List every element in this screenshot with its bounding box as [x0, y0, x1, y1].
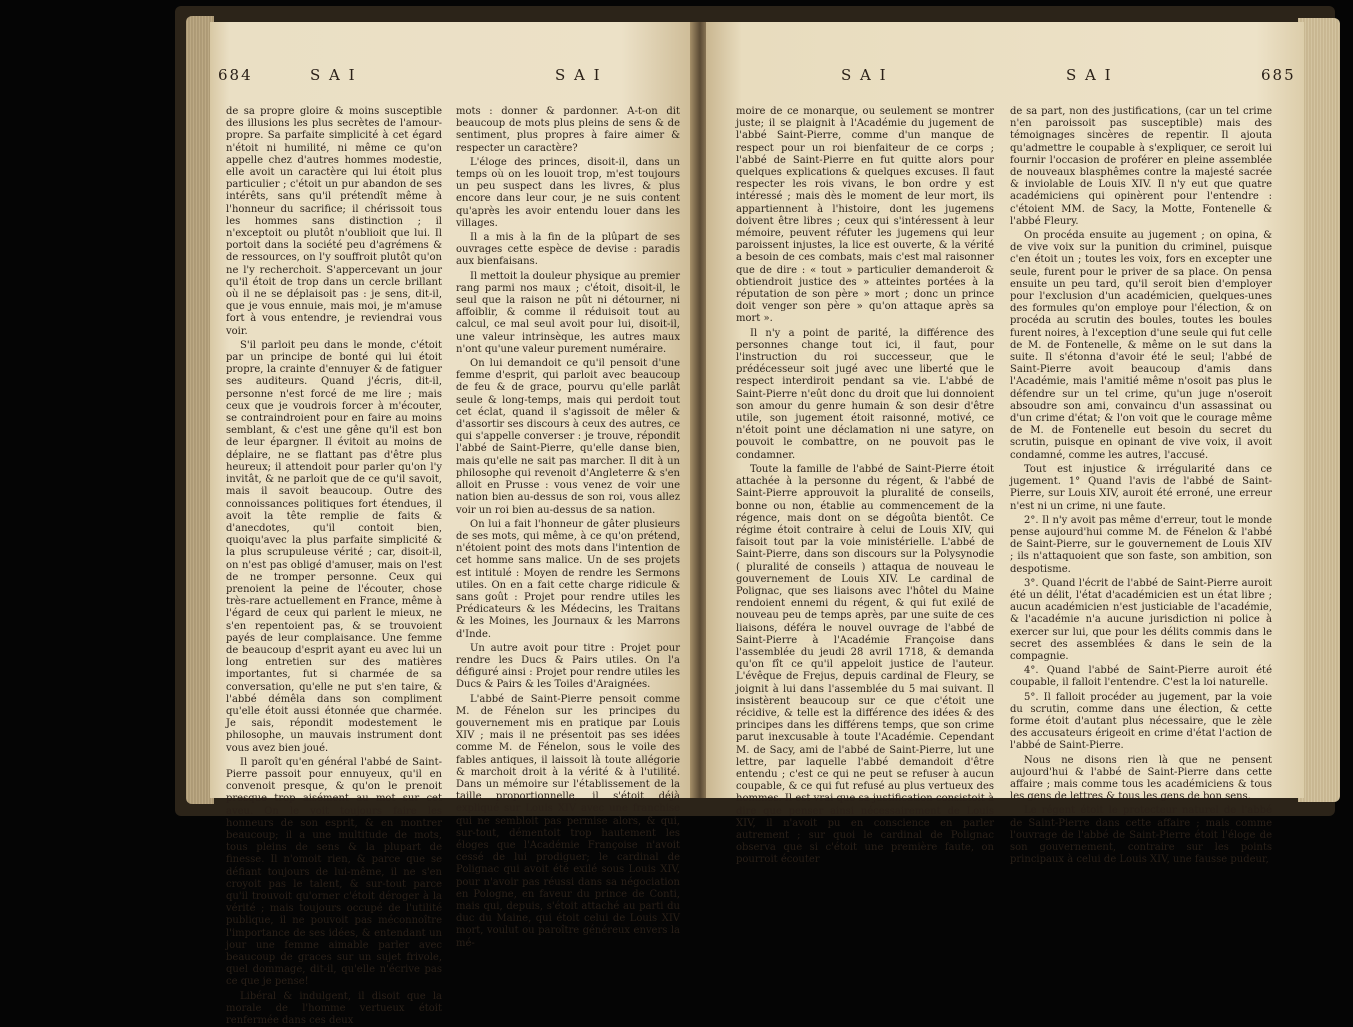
paragraph: mots : donner & pardonner. A-t-on dit beaucoup de mots plus pleins de sens & de sentiment, plus propres à faire aimer & respecter un caractère?: [456, 106, 680, 154]
paragraph: Il a mis à la fin de la plûpart de ses ouvrages cette espèce de devise : paradis aux bienfaisans.: [456, 232, 680, 268]
right-page-edges: [1298, 18, 1340, 802]
left-header-col1: S A I: [310, 66, 357, 84]
left-page-number: 684: [218, 66, 253, 84]
paragraph: Le régent étoit le protecteur naturel de l'abbé de Saint-Pierre dans cette affaire ; mais comme l'ouvrage de l'abbé de Saint-Pierre étoit l'éloge de son gouvernement, contraire sur les points principaux à celui de Louis XIV, une fausse pudeur,: [1010, 805, 1272, 866]
paragraph: On procéda ensuite au jugement ; on opina, & de vive voix sur la punition du criminel, puisque c'en étoit un ; toutes les voix, fors en excepter une seule, furent pour le priver de sa place. On pensa ensuite un peu tard, qu'il seroit bien d'employer pour l'exclusion d'un académicien, quelques-unes des formules qu'on employe pour l'élection, & on procéda au scrutin des boules, toutes les boules furent noires, à l'exception d'une seule qui fut celle de M. de Fontenelle, & même on le sut dans la suite. Il s'étonna d'avoir été le seul; l'abbé de Saint-Pierre avoit beaucoup d'amis dans l'Académie, mais l'amitié même n'osoit pas plus le défendre sur un tel crime, qu'un juge n'oseroit absoudre son ami, convaincu d'un assassinat ou d'un crime d'état; & l'on voit que le courage même de M. de Fontenelle eut besoin du secret du scrutin, puisque en opinant de vive voix, il avoit condamné, comme les autres, l'accusé.: [1010, 230, 1272, 461]
paragraph: Un autre avoit pour titre : Projet pour rendre les Ducs & Pairs utiles. On l'a défiguré ainsi : Projet pour rendre utiles les Ducs & Pairs & les Toiles d'Araignées.: [456, 642, 680, 691]
paragraph: 2°. Il n'y avoit pas même d'erreur, tout le monde pense aujourd'hui comme M. de Fénelon & l'abbé de Saint-Pierre, sur le gouvernement de Louis XIV ; ils n'attaquoient que son faste, son ambition, son despotisme.: [1010, 514, 1272, 575]
right-header-col1: S A I: [841, 66, 888, 84]
right-header-col2: S A I: [1066, 66, 1113, 84]
paragraph: Toute la famille de l'abbé de Saint-Pierre étoit attachée à la personne du régent, & l'abbé de Saint-Pierre approuvoit la pluralité de conseils, bonne ou non, établie au commencement de la régence, mais dont on se dégoûta bientôt. Ce régime étoit contraire à celui de Louis XIV, qui faisoit tout par la voie ministérielle. L'abbé de Saint-Pierre, dans son discours sur la Polysynodie ( pluralité de conseils ) attaqua de nouveau le gouvernement de Louis XIV. Le cardinal de Polignac, que ses liaisons avec l'hôtel du Maine rendoient ennemi du régent, & qui fut exilé de nouveau peu de temps après, par une suite de ces liaisons, déféra le nouvel ouvrage de l'abbé de Saint-Pierre à l'Académie Françoise dans l'assemblée du jeudi 28 avril 1718, & demanda qu'on fît ce qu'il appeloit justice de l'auteur. L'évêque de Frejus, depuis cardinal de Fleury, se joignit à lui dans l'assemblée du 5 mai suivant. Il insistèrent beaucoup sur ce que c'étoit une récidive, & telle est la différence des idées & des principes dans les différens temps, que son crime parut inexcusable à toute l'Académie. Cependant M. de Sacy, ami de l'abbé de Saint-Pierre, lut une lettre, par laquelle l'abbé demandoit d'être entendu ; c'est ce qui ne peut se refuser à aucun coupable, & ce qui fut refusé au plus vertueux des hommes. Il est vrai que sa justification consistoit à dire que penser ainsi nécessairement de Louis XIV, il n'avoit pu en conscience en parler autrement ; sur quoi le cardinal de Polignac observa que si c'étoit une première faute, on pourroit écouter: [736, 463, 994, 866]
right-page: [706, 22, 1304, 866]
left-page-column-1: [226, 106, 442, 1027]
paragraph: 4°. Quand l'abbé de Saint-Pierre auroit été coupable, il falloit l'entendre. C'est la loi naturelle.: [1010, 665, 1272, 689]
paragraph: Tout est injustice & irrégularité dans ce jugement. 1° Quand l'avis de l'abbé de Saint-Pierre, sur Louis XIV, auroit été erroné, une erreur n'est ni un crime, ni une faute.: [1010, 463, 1272, 512]
paragraph: 5°. Il falloit procéder au jugement, par la voie du scrutin, comme dans une élection, & cette forme étoit d'autant plus nécessaire, que le zèle des accusateurs érigeoit en crime d'état l'action de l'abbé de Saint-Pierre.: [1010, 691, 1272, 752]
paragraph: Il n'y a point de parité, la différence des personnes change tout ici, il faut, pour l'instruction du roi successeur, que le prédécesseur soit jugé avec une liberté que le respect interdiroit pendant sa vie. L'abbé de Saint-Pierre n'eût donc du droit que lui donnoient son amour du genre humain & son desir d'être utile, son jugement étoit raisonné, motivé, ce n'étoit point une déclamation ni une satyre, on pouvoit le combattre, on ne pouvoit pas le condamner.: [736, 327, 994, 461]
left-header-col2: S A I: [555, 66, 602, 84]
paragraph: 3°. Quand l'écrit de l'abbé de Saint-Pierre auroit été un délit, l'état d'académicien est un état libre ; aucun académicien n'est justiciable de l'académie, & l'académie n'a aucune jurisdiction ni police à exercer sur lui, que pour les délits commis dans le secret des assemblées & dans le sein de la compagnie.: [1010, 577, 1272, 662]
paragraph: S'il parloit peu dans le monde, c'étoit par un principe de bonté qui lui étoit propre, la crainte d'ennuyer & de fatiguer ses auditeurs. Quand j'écris, dit-il, personne n'est forcé de me lire ; mais ceux que je voudrois forcer à m'écouter, se contraindroient pour en faire au moins semblant, & c'est une gêne qu'il est bon de leur épargner. Il évitoit au moins de déplaire, ne se flattant pas d'être plus heureux; il attendoit pour parler qu'on l'y invitât, & ne parloit que de ce qu'il savoit, mais il savoit beaucoup. Outre des connoissances politiques fort étendues, il avoit la tête remplie de faits & d'anecdotes, qu'il contoit bien, quoiqu'avec la plus parfaite simplicité & la plus scrupuleuse vérité ; car, disoit-il, on n'est pas obligé d'amuser, mais on l'est de ne tromper personne. Ceux qui prenoient la peine de l'écouter, chose très-rare actuellement en France, même à l'égard de ceux qui parlent le mieux, ne s'en repentoient pas, & se trouvoient payés de leur complaisance. Une femme de beaucoup d'esprit ayant eu avec lui un long entretien sur des matières importantes, fut si charmée de sa conversation, qu'elle ne put s'en taire, & l'abbé démêla dans son compliment qu'elle étoit aussi étonnée que charmée. Je sais, répondit modestement le philosophe, un mauvais instrument dont vous avez bien joué.: [226, 339, 442, 754]
paragraph: Libéral & indulgent, il disoit que la morale de l'homme vertueux étoit renfermée dans ces deux: [226, 990, 442, 1027]
paragraph: de sa part, non des justifications, (car un tel crime n'en paroissoit pas susceptible) mais des témoignages sincères de repentir. Il ajouta qu'admettre le coupable à s'expliquer, ce seroit lui fournir l'occasion de proférer en pleine assemblée de nouveaux blasphêmes contre la majesté sacrée & inviolable de Louis XIV. Il n'y eut que quatre académiciens qui opinèrent pour l'entendre : c'étoient MM. de Sacy, la Motte, Fontenelle & l'abbé Fleury.: [1010, 106, 1272, 227]
paragraph: Il mettoit la douleur physique au premier rang parmi nos maux ; c'étoit, disoit-il, le seul que la raison ne pût ni détourner, ni affoiblir, & comme il réduisoit tout au calcul, ce mal seul avoit pour lui, disoit-il, une valeur intrinsèque, les autres maux n'ont qu'une valeur purement numéraire.: [456, 270, 680, 355]
right-page-number: 685: [1261, 66, 1296, 84]
left-page-column-2: [456, 106, 680, 949]
left-page: [210, 22, 694, 1027]
right-page-column-2: [1010, 106, 1272, 866]
paragraph: L'abbé de Saint-Pierre pensoit comme M. de Fénelon sur les principes du gouvernement mis en pratique par Louis XIV ; mais il ne présentoit pas ses idées comme M. de Fénelon, sous le voile des fables antiques, il laissoit là toute allégorie & marchoit droit à la vérité & à l'utilité. Dans un mémoire sur l'établissement de la taille proportionnelle, il s'étoit déjà expliqué sur Louis XIV avec une franchise qui ne sembloit pas permise alors, & qui, sur-tout, démentoit trop hautement les éloges que l'Académie Françoise n'avoit cessé de lui prodiguer; le cardinal de Polignac qui avoit été exilé sous Louis XIV, pour n'avoir pas réussi dans sa négociation en Pologne, en faveur du prince de Conti, mais qui, depuis, s'étoit attaché au parti du duc du Maine, qui étoit celui de Louis XIV mort, voulut ou paroître généreux envers la mé-: [456, 693, 680, 949]
paragraph: On lui demandoit ce qu'il pensoit d'une femme d'esprit, qui parloit avec beaucoup de feu & de grace, pourvu qu'elle parlât seule & long-temps, mais qui perdoit tout cet éclat, quand il s'agissoit de mêler & d'assortir ses discours à ceux des autres, ce qui s'appelle converser : je trouve, répondit l'abbé de Saint-Pierre, qu'elle danse bien, mais qu'elle ne sait pas marcher. Il dit à un philosophe qui revenoit d'Angleterre & s'en alloit en Prusse : vous venez de voir une nation bien au-dessus de son roi, vous allez voir un roi bien au-dessus de sa nation.: [456, 358, 680, 516]
paragraph: L'éloge des princes, disoit-il, dans un temps où on les louoit trop, m'est toujours un peu suspect dans les livres, & plus encore dans leur cour, je ne suis content qu'après les avoir entendu louer dans les villages.: [456, 156, 680, 229]
paragraph: moire de ce monarque, ou seulement se montrer juste; il se plaignit à l'Académie du jugement de l'abbé Saint-Pierre, comme d'un manque de respect pour un roi bienfaiteur de ce corps ; l'abbé de Saint-Pierre en fut quitte alors pour quelques explications & quelques excuses. Il faut respecter les rois vivans, le bon ordre y est intéressé ; mais dès le moment de leur mort, ils appartiennent à l'histoire, dont les jugemens doivent être libres ; ceux qui s'intéressent à leur mémoire, peuvent réfuter les jugemens qui leur paroissent injustes, la lice est ouverte, & la vérité a besoin de ces combats, mais c'est mal raisonner que de dire : « tout » particulier demanderoit & obtiendroit justice des » atteintes portées à la réputation de son père » mort ; donc un prince doit venger son père » qu'on attaque après sa mort ».: [736, 106, 994, 325]
paragraph: Nous ne disons rien là que ne pensent aujourd'hui & l'abbé de Saint-Pierre dans cette affaire ; mais comme tous les académiciens & tous les gens de lettres & tous les gens de bon sens.: [1010, 754, 1272, 803]
right-page-column-1: [736, 106, 994, 866]
paragraph: Il paroît qu'en général l'abbé de Saint-Pierre passoit pour ennuyeux, qu'il en convenoit presque, & qu'on le prenoit presque trop aisément au mot sur cet aveu. On le voit toujours faire les honneurs de son esprit, & en montrer beaucoup; il a une multitude de mots, tous pleins de sens & la plupart de finesse. Il n'omoit rien, & parce que se défiant toujours de lui-même, il ne s'en croyoit pas le talent, & sur-tout parce qu'il trouvoit qu'orner c'étoit déroger à la vérité ; mais toujours occupé de l'utilité publique, il ne pouvoit pas méconnoître l'importance de ses idées, & entendant un jour une femme aimable parler avec beaucoup de graces sur un sujet frivole, quel dommage, dit-il, qu'elle n'écrive pas ce que je pense!: [226, 756, 442, 988]
paragraph: de sa propre gloire & moins susceptible des illusions les plus secrètes de l'amour-propre. Sa parfaite simplicité à cet égard n'étoit ni humilité, ni même ce qu'on appelle chez d'autres hommes modestie, elle avoit un caractère qui lui étoit plus particulier ; c'étoit un pur abandon de ses intérêts, sans qu'il prétendît même à l'honneur du sacrifice; il chérissoit tous les hommes sans distinction ; il n'exceptoit ou plutôt n'oublioit que lui. Il portoit dans la société peu d'agrémens & de ressources, on l'y souffroit plutôt qu'on ne l'y recherchoit. S'appercevant un jour qu'il étoit de trop dans un cercle brillant où il ne se déplaisoit pas : je sens, dit-il, que je vous ennuie, mais moi, je m'amuse fort à vous entendre, je reviendrai vous voir.: [226, 106, 442, 337]
paragraph: On lui a fait l'honneur de gâter plusieurs de ses mots, qui même, à ce qu'on prétend, n'étoient point des mots dans l'intention de cet homme sans malice. Un de ses projets est intitulé : Moyen de rendre les Sermons utiles. On en a fait cette charge ridicule & sans goût : Projet pour rendre utiles les Prédicateurs & les Médecins, les Traitans & les Moines, les Journaux & les Marrons d'Inde.: [456, 518, 680, 640]
